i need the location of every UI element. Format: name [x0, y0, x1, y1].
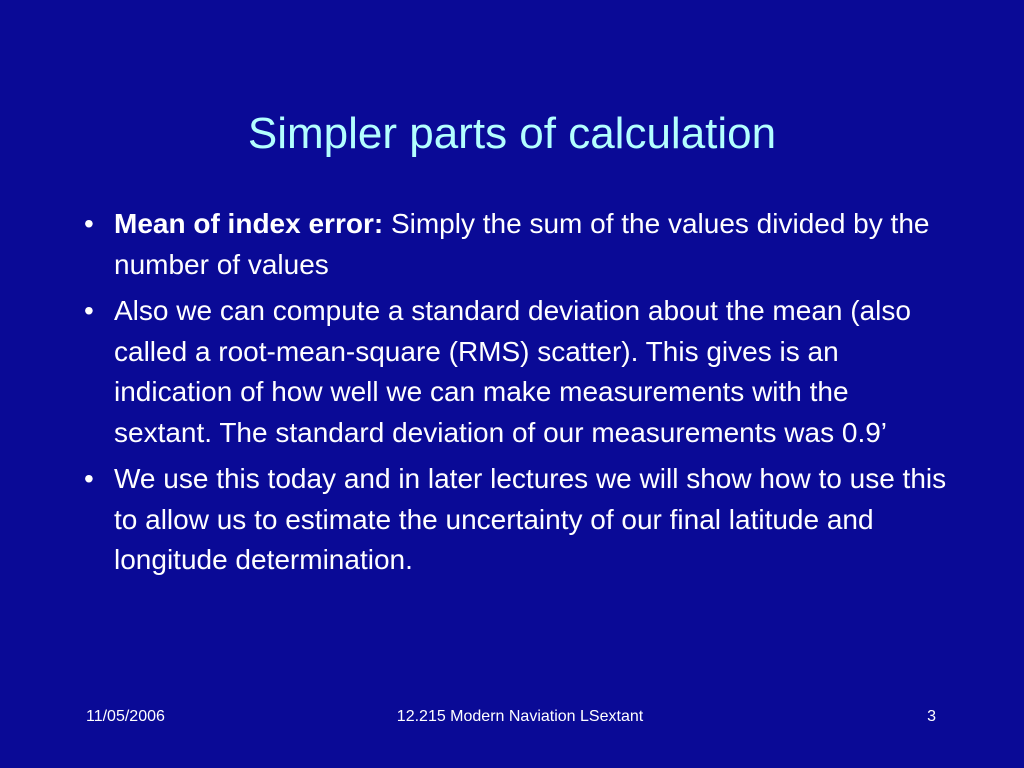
slide-title: Simpler parts of calculation	[247, 109, 777, 158]
bullet-marker: •	[84, 463, 94, 494]
footer-date: 11/05/2006	[86, 708, 165, 725]
slide-number: 3	[927, 708, 936, 725]
footer-course-title: 12.215 Modern Naviation LSextant	[396, 708, 644, 725]
bullet-text: Simply the sum of the values divided by the number of values	[114, 208, 930, 280]
bullet-list	[84, 204, 954, 587]
bullet-heading: Mean of index error:	[114, 208, 384, 239]
bullet-item	[84, 204, 954, 285]
bullet-text: Also we can compute a standard deviation about the mean (also called a root-mean-square (RMS) scatter). This gives is an indication of how well we can make measurements with the sextant. The standard deviation of our measurements was 0.9’	[114, 295, 911, 448]
bullet-item	[84, 459, 954, 581]
bullet-marker: •	[84, 208, 94, 239]
bullet-marker: •	[84, 295, 94, 326]
bullet-text: We use this today and in later lectures we will show how to use this to allow us to estimate the uncertainty of our final latitude and longitude determination.	[114, 463, 947, 575]
bullet-item	[84, 291, 954, 453]
